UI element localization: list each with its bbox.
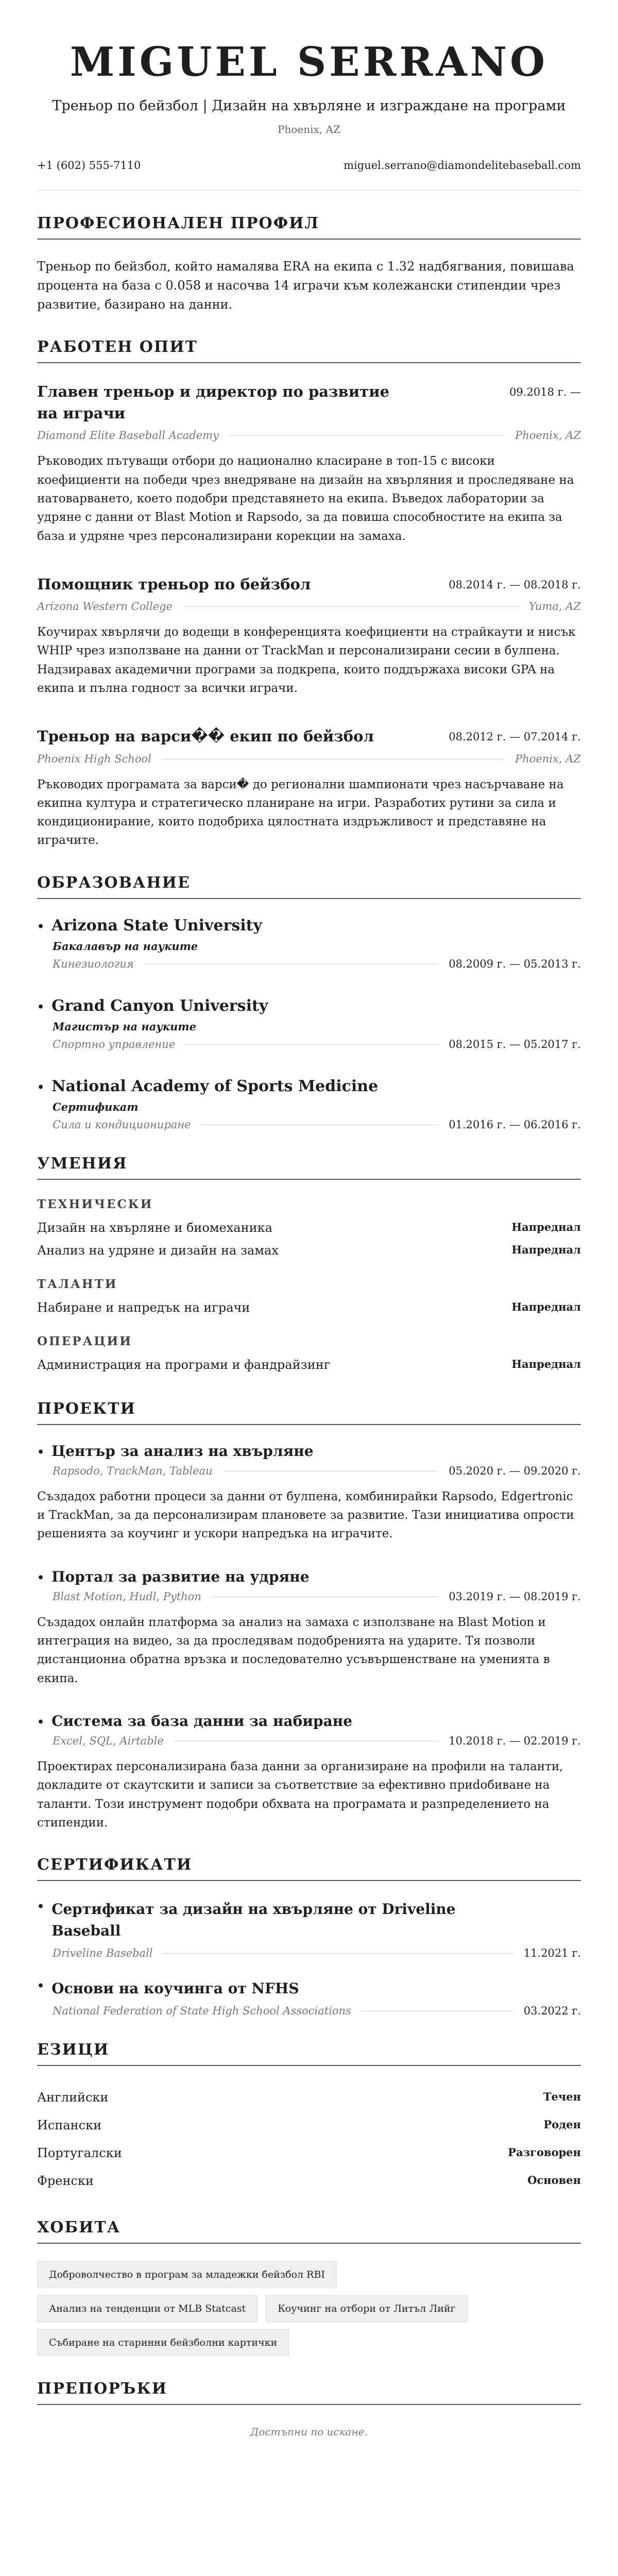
- skill-row: [37, 1216, 581, 1239]
- job-title: Треньор на варси�� екип по бейзбол: [37, 727, 374, 745]
- project-date: 03.2019 г. — 08.2019 г.: [449, 1590, 581, 1603]
- job-date: 08.2014 г. — 08.2018 г.: [449, 579, 581, 591]
- job-company: Phoenix High School: [37, 752, 151, 765]
- skill-row: [37, 1239, 581, 1262]
- language-row: [37, 2083, 581, 2111]
- job-title: Главен треньор и директор по развитие на играчи: [37, 383, 390, 422]
- hobby-chip: Коучинг на отбори от Литъл Лийг: [266, 2295, 467, 2322]
- language-name: Португалски: [37, 2146, 122, 2161]
- phone-number: +1 (602) 555-7110: [37, 159, 141, 172]
- job-description: Ръководих програмата за варси� до регионални шампионати чрез насърчаване на екипна култура и стратегическо планиране на игри. Разработих рутини за сила и кондиционирание, които подобриха цялостната издръжливост и представяне на играчите.: [37, 777, 564, 848]
- school-name: National Academy of Sports Medicine: [52, 1077, 379, 1095]
- project-date: 10.2018 г. — 02.2019 г.: [449, 1735, 581, 1748]
- skill-row: [37, 1296, 581, 1319]
- bullet-icon: •: [37, 920, 45, 934]
- job-date: 09.2018 г. —: [509, 386, 581, 399]
- bullet-icon: •: [37, 1000, 45, 1014]
- skill-label: Анализ на удряне и дизайн на замах: [37, 1243, 279, 1258]
- project-tools: Blast Motion, Hudl, Python: [53, 1590, 201, 1603]
- profile-text: Треньор по бейзбол, който намалява ERA на екипа с 1.32 надбягвания, повишава процента на база с 0.058 и насочва 14 играчи към колежански стипендии чрез развитие, базирано на данни.: [37, 259, 574, 312]
- education-date: 08.2015 г. — 05.2017 г.: [449, 1038, 581, 1050]
- job-title: Помощник треньор по бейзбол: [37, 575, 311, 594]
- job-entry: [37, 725, 581, 850]
- skill-category: ОПЕРАЦИИ: [37, 1334, 132, 1348]
- candidate-name: MIGUEL SERRANO: [70, 39, 548, 86]
- skill-level: Напреднал: [511, 1243, 581, 1256]
- job-entry: [37, 381, 581, 546]
- dotted-leader: [162, 758, 505, 759]
- section-title: СЕРТИФИКАТИ: [37, 1856, 581, 1881]
- bullet-icon: •: [37, 1979, 45, 1993]
- language-level: Роден: [543, 2118, 581, 2131]
- projects-section: [37, 1400, 581, 1833]
- degree: Сертификат: [53, 1100, 139, 1113]
- certification-entry: [37, 1978, 581, 2017]
- skill-row: [37, 1353, 581, 1376]
- languages-section: [37, 2041, 581, 2195]
- skill-label: Дизайн на хвърляне и биомеханика: [37, 1220, 272, 1235]
- language-level: Основен: [527, 2174, 581, 2187]
- email-address: miguel.serrano@diamondelitebaseball.com: [344, 159, 581, 172]
- bullet-icon: •: [37, 1571, 45, 1585]
- experience-section: [37, 338, 581, 850]
- section-title: ОБРАЗОВАНИЕ: [37, 874, 581, 899]
- hobby-list: [37, 2261, 531, 2356]
- dotted-leader: [212, 1596, 438, 1597]
- skill-label: Администрация на програми и фандрайзинг: [37, 1357, 331, 1372]
- certification-entry: [37, 1899, 581, 1959]
- dotted-leader: [229, 435, 505, 436]
- section-title: УМЕНИЯ: [37, 1155, 581, 1180]
- bullet-icon: •: [37, 1080, 45, 1094]
- dotted-leader: [201, 1124, 439, 1125]
- candidate-location: Phoenix, AZ: [278, 123, 340, 135]
- skill-level: Напреднал: [511, 1220, 581, 1233]
- education-entry: [37, 917, 581, 970]
- certification-issuer: Driveline Baseball: [53, 1947, 153, 1960]
- skill-label: Набиране и напредък на играчи: [37, 1300, 250, 1315]
- dotted-leader: [183, 606, 519, 607]
- profile-section: [37, 214, 581, 315]
- hobbies-section: [37, 2218, 581, 2356]
- job-company: Diamond Elite Baseball Academy: [37, 429, 219, 442]
- language-name: Френски: [37, 2174, 94, 2189]
- dotted-leader: [362, 2010, 513, 2011]
- certification-date: 11.2021 г.: [523, 1947, 581, 1960]
- bullet-icon: •: [37, 1716, 45, 1730]
- dotted-leader: [174, 1740, 438, 1741]
- study-field: Кинезиология: [53, 957, 134, 970]
- bullet-icon: •: [37, 1445, 45, 1459]
- school-name: Grand Canyon University: [52, 996, 268, 1015]
- references-text: Достъпни по искане.: [250, 2426, 368, 2438]
- section-title: ПРОФЕСИОНАЛЕН ПРОФИЛ: [37, 214, 581, 240]
- project-description: Създадох работни процеси за данни от булпена, комбинирайки Rapsodo, Edgertronic и TrackMan, за да персонализирам плановете за развитие. Тази инициатива опрости решенията за коучинг и ускори напредъка на играчите.: [37, 1489, 574, 1541]
- job-description: Коучирах хвърлячи до водещи в конференцията коефициенти на страйкаути и нисък WHIP чрез използване на данни от TrackMan и персонализирани сесии в булпена. Надзиравах академични програми за подкрепа, които поддържаха високи GPA на екипа и пълна годност за всички играчи.: [37, 625, 576, 696]
- degree: Бакалавър на науките: [53, 939, 198, 953]
- certification-date: 03.2022 г.: [523, 2005, 581, 2018]
- contact-row: [37, 159, 581, 191]
- references-section: [37, 2380, 581, 2438]
- school-name: Arizona State University: [52, 916, 262, 935]
- dotted-leader: [144, 963, 439, 964]
- skill-level: Напреднал: [511, 1300, 581, 1313]
- study-field: Спортно управление: [53, 1038, 176, 1050]
- dotted-leader: [163, 1953, 513, 1954]
- degree: Магистър на науките: [53, 1020, 196, 1033]
- project-tools: Excel, SQL, Airtable: [53, 1735, 164, 1748]
- project-entry: [37, 1443, 581, 1544]
- certifications-section: [37, 1856, 581, 2017]
- language-level: Разговорен: [508, 2146, 581, 2159]
- project-date: 05.2020 г. — 09.2020 г.: [449, 1464, 581, 1477]
- job-location: Yuma, AZ: [528, 600, 581, 613]
- certification-name: Основи на коучинга от NFHS: [52, 1980, 299, 1997]
- education-date: 01.2016 г. — 06.2016 г.: [449, 1118, 581, 1131]
- language-row: [37, 2111, 581, 2139]
- dotted-leader: [223, 1470, 439, 1471]
- bullet-icon: •: [37, 1900, 45, 1914]
- skill-level: Напреднал: [511, 1357, 581, 1370]
- dotted-leader: [185, 1044, 438, 1045]
- job-location: Phoenix, AZ: [515, 752, 581, 765]
- certification-name: Сертификат за дизайн на хвърляне от Driveline Baseball: [52, 1901, 456, 1940]
- project-tools: Rapsodo, TrackMan, Tableau: [53, 1464, 213, 1477]
- hobby-chip: Събиране на старинни бейзболни картички: [37, 2329, 289, 2356]
- education-entry: [37, 997, 581, 1050]
- project-description: Проектирах персонализирана база данни за организиране на профили на таланти, докладите от скаутскити и записи за съответствие за ефективно приdобиване на таланти. Този инструмент подобри обхвата на програмата и разпределението на стипендии.: [37, 1760, 563, 1830]
- education-section: [37, 874, 581, 1131]
- skill-group: [37, 1334, 581, 1376]
- resume-header: [37, 40, 581, 135]
- language-level: Течен: [543, 2090, 581, 2104]
- certification-issuer: National Federation of State High School Associations: [53, 2005, 351, 2018]
- section-title: ЕЗИЦИ: [37, 2041, 581, 2066]
- skill-category: ТАЛАНТИ: [37, 1277, 118, 1291]
- language-row: [37, 2167, 581, 2195]
- job-description: Ръководих пътуващи отбори до национално класиране в топ-15 с високи коефициенти на победи чрез внедряване на дизайн на хвърляния и проследяване на натоварването, което подобри представянето на екипа. Въведох лаборатории за удряне с данни от Blast Motion и Rapsodo, за да повиша способностите на екипа за база и удряне чрез персонализирани корекции на замаха.: [37, 454, 574, 543]
- study-field: Сила и кондициониране: [53, 1118, 191, 1131]
- language-row: [37, 2139, 581, 2167]
- hobby-chip: Анализ на тенденции от MLB Statcast: [37, 2295, 258, 2322]
- section-title: РАБОТЕН ОПИТ: [37, 338, 581, 363]
- skill-group: [37, 1197, 581, 1262]
- project-name: Система за база данни за набиране: [52, 1713, 353, 1730]
- job-entry: [37, 573, 581, 698]
- language-name: Английски: [37, 2090, 109, 2105]
- project-entry: [37, 1713, 581, 1832]
- language-name: Испански: [37, 2118, 102, 2133]
- section-title: ПРЕПОРЪКИ: [37, 2380, 581, 2405]
- section-title: ПРОЕКТИ: [37, 1400, 581, 1425]
- job-company: Arizona Western College: [37, 600, 173, 613]
- project-description: Създадох онлайн платформа за анализ на замаха с използване на Blast Motion и интеграция на видео, за да проследявам подобренията на ударите. Тя позволи дистанционна обратна връзка и последователно усъвършенстване на уменията в екипа.: [37, 1615, 550, 1685]
- hobby-chip: Доброволчество в програм за младежки бейзбол RBI: [37, 2261, 337, 2288]
- section-title: ХОБИТА: [37, 2218, 581, 2244]
- education-entry: [37, 1077, 581, 1131]
- skills-section: [37, 1155, 581, 1376]
- candidate-headline: Треньор по бейзбол | Дизайн на хвърляне и изграждане на програми: [52, 97, 566, 114]
- job-date: 08.2012 г. — 07.2014 г.: [449, 731, 581, 743]
- job-location: Phoenix, AZ: [515, 429, 581, 442]
- project-name: Портал за развитие на удряне: [52, 1568, 310, 1585]
- education-date: 08.2009 г. — 05.2013 г.: [449, 957, 581, 970]
- project-name: Център за анализ на хвърляне: [52, 1442, 314, 1460]
- skill-category: ТЕХНИЧЕСКИ: [37, 1197, 153, 1211]
- project-entry: [37, 1568, 581, 1688]
- skill-group: [37, 1277, 581, 1319]
